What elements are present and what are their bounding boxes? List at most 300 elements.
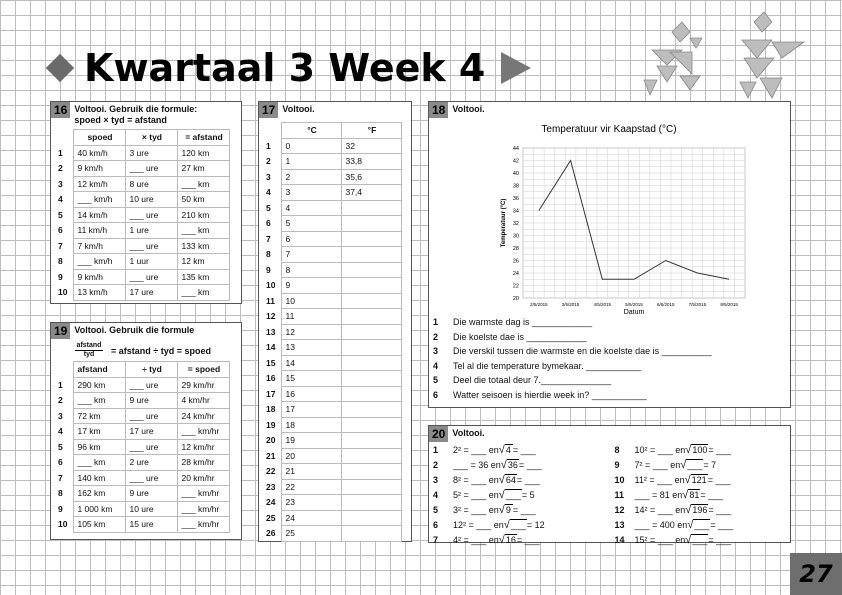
y-tick-label: 22	[512, 283, 519, 290]
celsius-cell: 9	[282, 278, 342, 294]
exercise-text: 8² = ___ en	[453, 474, 499, 485]
table-row	[55, 269, 230, 285]
square-root	[501, 459, 519, 470]
row-number: 22	[266, 466, 276, 476]
row-number: 8	[266, 249, 271, 259]
square-root	[685, 474, 708, 485]
table-row	[55, 455, 230, 471]
table-cell: ___ km	[178, 176, 230, 192]
table-cell: 7 km/h	[74, 238, 126, 254]
square-root	[499, 444, 513, 455]
exercise-item	[615, 502, 787, 517]
question-17-panel	[258, 101, 412, 542]
square-root	[504, 519, 527, 530]
root-symbol-icon: √	[682, 489, 689, 501]
celsius-cell: 1	[282, 154, 342, 170]
row-number: 4	[58, 194, 63, 204]
table-row	[263, 247, 402, 263]
exercise-number: 5	[433, 504, 439, 515]
celsius-cell: 5	[282, 216, 342, 232]
celsius-cell: 6	[282, 231, 342, 247]
table-cell: 9 ure	[126, 486, 178, 502]
y-tick-label: 20	[512, 296, 519, 302]
exercise-item	[615, 532, 787, 547]
instruction-text: Voltooi.	[452, 104, 485, 114]
row-number: 4	[266, 187, 271, 197]
exercise-text: 14² = ___ en	[634, 504, 686, 515]
exercise-item	[433, 472, 605, 487]
page-header	[50, 42, 531, 94]
formula-text: spoed × tyd = afstand	[74, 115, 167, 125]
table-cell: 24 km/hr	[178, 408, 230, 424]
question-text: Watter seisoen is hierdie week in? ___________	[453, 389, 647, 400]
exercise-number: 9	[614, 459, 620, 470]
table-row	[263, 495, 402, 511]
table-cell: 40 km/h	[74, 145, 126, 161]
table-row	[263, 417, 402, 433]
exercise-text: = ___	[708, 444, 732, 455]
temperature-line-chart	[459, 116, 759, 321]
question-number: 20	[429, 426, 448, 442]
row-number: 9	[58, 271, 63, 282]
exercise-text: 7² = ___ en	[634, 459, 681, 470]
square-root	[685, 504, 708, 515]
square-root	[499, 489, 522, 500]
radicand: 100	[692, 445, 708, 455]
exercise-text: ___ = 400 en	[634, 519, 688, 530]
table-row	[263, 433, 402, 449]
celsius-cell: 16	[282, 386, 342, 402]
question-number: 5	[433, 375, 439, 386]
radicand: 9	[505, 505, 511, 515]
celsius-cell: 22	[282, 479, 342, 495]
exercise-number: 11	[614, 489, 625, 500]
question-item	[433, 330, 783, 345]
exercise-text: 4² = ___ en	[453, 534, 499, 545]
question-text: Tel al die temperature bymekaar. ___________	[453, 360, 642, 371]
exercise-text: = ___	[512, 444, 536, 455]
table-row	[263, 231, 402, 247]
table-cell: ___ ure	[126, 470, 178, 486]
square-root	[499, 504, 513, 515]
celsius-cell: 7	[282, 247, 342, 263]
fahrenheit-cell: 37,4	[342, 185, 402, 201]
question-number: 17	[259, 102, 278, 118]
radicand: 121	[691, 475, 707, 485]
exercise-text: = ___	[516, 474, 540, 485]
exercise-number: 2	[433, 459, 439, 470]
triangle-arrow-icon	[501, 52, 531, 84]
exercise-item	[615, 472, 787, 487]
x-tick-label: 5/5/2015	[625, 302, 643, 307]
x-tick-label: 8/5/2015	[720, 302, 738, 307]
radicand: ___	[505, 490, 521, 500]
celsius-cell: 12	[282, 324, 342, 340]
table-row	[263, 340, 402, 356]
table-cell: ___ ure	[126, 377, 178, 393]
fahrenheit-cell	[342, 433, 402, 449]
radicand: 16	[505, 535, 516, 545]
exercise-item	[615, 442, 787, 457]
table-cell: 12 km/hr	[178, 439, 230, 455]
table-row	[263, 262, 402, 278]
table-cell: 14 km/h	[74, 207, 126, 223]
exercise-text: ___ = 81 en	[634, 489, 683, 500]
table-cell: ___ km	[74, 455, 126, 471]
temperature-table	[263, 122, 402, 542]
question-number: 2	[433, 331, 439, 342]
celsius-cell: 4	[282, 200, 342, 216]
row-number: 3	[266, 171, 271, 182]
table-cell: 133 km	[178, 238, 230, 254]
column-header: °C	[282, 123, 342, 139]
fahrenheit-cell	[342, 278, 402, 294]
table-cell: 28 km/hr	[178, 455, 230, 471]
y-tick-label: 36	[512, 196, 519, 202]
page-title: Kwartaal 3 Week 4	[84, 46, 486, 90]
instruction-text: Voltooi. Gebruik die formule	[74, 325, 195, 335]
fahrenheit-cell	[342, 293, 402, 309]
table-cell: 72 km	[74, 408, 126, 424]
y-tick-label: 30	[512, 233, 519, 240]
square-root	[499, 534, 517, 545]
row-number: 23	[266, 481, 276, 492]
question-item	[433, 373, 783, 388]
exercise-item	[433, 517, 605, 532]
root-symbol-icon: √	[498, 504, 505, 516]
instruction-text: Voltooi.	[282, 104, 315, 114]
celsius-cell: 2	[282, 169, 342, 185]
table-cell: 12 km	[178, 254, 230, 270]
table-cell: 3 ure	[126, 145, 178, 161]
celsius-cell: 10	[282, 293, 342, 309]
table-cell: 15 ure	[126, 517, 178, 533]
question-number: 4	[433, 360, 439, 371]
question-number: 19	[51, 323, 70, 339]
table-row	[263, 526, 402, 542]
row-number: 1	[58, 379, 63, 390]
exercise-text: = 5	[521, 489, 535, 500]
y-tick-label: 38	[512, 183, 519, 190]
exercise-number: 7	[433, 534, 439, 545]
table-cell: ___ km	[178, 285, 230, 301]
table-row	[263, 448, 402, 464]
celsius-cell: 3	[282, 185, 342, 201]
exercise-text: ___ = 36 en	[453, 459, 501, 470]
exercise-text: 5² = ___ en	[453, 489, 499, 500]
table-cell: 1 ure	[126, 223, 178, 239]
row-number: 8	[58, 256, 63, 266]
root-symbol-icon: √	[685, 444, 692, 456]
question-18-panel	[428, 101, 791, 408]
row-number: 2	[58, 395, 63, 405]
fahrenheit-cell	[342, 355, 402, 371]
row-number: 26	[266, 528, 276, 538]
row-number: 1	[266, 140, 271, 151]
fahrenheit-cell	[342, 417, 402, 433]
exercise-text: = ___	[512, 504, 536, 515]
speed-table	[55, 129, 230, 301]
column-header: afstand	[74, 362, 126, 378]
exercise-text: 10² = ___ en	[634, 444, 686, 455]
table-cell: ___ km/h	[74, 192, 126, 208]
y-tick-label: 42	[512, 158, 519, 165]
question-list	[433, 315, 783, 402]
y-axis-label: Temperatuur (°C)	[501, 198, 507, 248]
fahrenheit-cell	[342, 216, 402, 232]
table-cell: 10 ure	[126, 192, 178, 208]
table-cell: 50 km	[178, 192, 230, 208]
celsius-cell: 20	[282, 448, 342, 464]
celsius-cell: 11	[282, 309, 342, 325]
table-row	[263, 200, 402, 216]
y-tick-label: 40	[512, 171, 519, 177]
exercise-number: 8	[614, 444, 620, 455]
instruction-text: Voltooi. Gebruik die formule:	[74, 104, 198, 114]
square-root	[685, 444, 708, 455]
table-cell: 11 km/h	[74, 223, 126, 239]
root-symbol-icon: √	[503, 519, 510, 531]
row-number: 7	[58, 472, 63, 483]
table-row	[55, 517, 230, 533]
celsius-cell: 14	[282, 355, 342, 371]
table-row	[263, 402, 402, 418]
root-symbol-icon: √	[498, 444, 505, 456]
celsius-cell: 15	[282, 371, 342, 387]
column-header: spoed	[74, 130, 126, 146]
question-16-panel	[50, 101, 242, 304]
root-symbol-icon: √	[500, 459, 507, 471]
exercise-text: = ___	[710, 519, 734, 530]
chart-title: Temperatuur vir Kaapstad (°C)	[541, 124, 677, 135]
radicand: 36	[507, 460, 518, 470]
fahrenheit-cell: 32	[342, 138, 402, 154]
row-number: 3	[58, 410, 63, 421]
row-number: 18	[266, 404, 276, 414]
question-number: 6	[433, 389, 439, 400]
celsius-cell: 8	[282, 262, 342, 278]
table-cell: ___ km	[74, 393, 126, 409]
row-number: 9	[58, 503, 63, 514]
exercise-text: = ___	[516, 534, 540, 545]
question-19-panel	[50, 322, 242, 540]
row-number: 8	[58, 488, 63, 498]
x-tick-label: 6/5/2015	[656, 302, 675, 307]
row-number: 7	[266, 233, 271, 244]
question-item	[433, 388, 783, 403]
table-row	[263, 479, 402, 495]
table-cell: 20 km/hr	[178, 470, 230, 486]
question-item	[433, 315, 783, 330]
table-row	[55, 285, 230, 301]
fahrenheit-cell	[342, 309, 402, 325]
row-number: 16	[266, 373, 276, 383]
table-cell: 13 km/h	[74, 285, 126, 301]
table-row	[55, 439, 230, 455]
y-tick-label: 44	[512, 146, 519, 152]
fahrenheit-cell	[342, 340, 402, 356]
table-row	[55, 161, 230, 177]
table-row	[263, 138, 402, 154]
square-root	[687, 519, 710, 530]
column-header: °F	[342, 123, 402, 139]
radicand: 81	[689, 490, 700, 500]
root-symbol-icon: √	[685, 504, 692, 516]
square-root	[499, 474, 517, 485]
fraction-numerator: afstand	[76, 342, 102, 349]
table-cell: ___ ure	[126, 269, 178, 285]
distance-table	[55, 361, 230, 533]
exercise-text: = 7	[703, 459, 717, 470]
formula	[75, 342, 241, 359]
fahrenheit-cell	[342, 402, 402, 418]
row-number: 17	[266, 388, 276, 399]
row-number: 10	[58, 519, 68, 529]
table-cell: ___ km/hr	[178, 501, 230, 517]
table-cell: ___ km/hr	[178, 486, 230, 502]
table-cell: 10 ure	[126, 501, 178, 517]
x-tick-label: 3/5/2015	[561, 302, 580, 307]
fahrenheit-cell	[342, 479, 402, 495]
exercise-item	[615, 487, 787, 502]
table-row	[263, 386, 402, 402]
question-number: 1	[433, 317, 439, 328]
row-number: 19	[266, 419, 276, 430]
table-row	[263, 309, 402, 325]
fahrenheit-cell	[342, 495, 402, 511]
exercise-text: 11² = ___ en	[634, 474, 685, 485]
row-number: 12	[266, 311, 276, 321]
table-cell: ___ ure	[126, 161, 178, 177]
row-number: 25	[266, 512, 276, 523]
fahrenheit-cell	[342, 247, 402, 263]
question-item	[433, 359, 783, 374]
root-symbol-icon: √	[498, 534, 505, 546]
table-row	[55, 223, 230, 239]
table-cell: 12 km/h	[74, 176, 126, 192]
root-symbol-icon: √	[498, 489, 505, 501]
y-tick-label: 24	[512, 271, 519, 277]
celsius-cell: 0	[282, 138, 342, 154]
column-header: × tyd	[126, 130, 178, 146]
row-number: 7	[58, 240, 63, 251]
row-number: 10	[266, 280, 276, 290]
table-row	[263, 371, 402, 387]
table-row	[263, 324, 402, 340]
fraction-denominator: tyd	[75, 350, 103, 359]
table-row	[263, 278, 402, 294]
table-cell: ___ km/h	[74, 254, 126, 270]
exercise-number: 4	[433, 489, 439, 500]
exercise-text: 3² = ___ en	[453, 504, 499, 515]
y-tick-label: 34	[512, 208, 519, 215]
diamond-icon	[46, 54, 74, 82]
table-row	[55, 145, 230, 161]
table-cell: 120 km	[178, 145, 230, 161]
row-number: 6	[266, 218, 271, 228]
row-number: 5	[58, 209, 63, 220]
square-root	[680, 459, 703, 470]
root-symbol-icon: √	[684, 474, 691, 486]
table-cell: 1 uur	[126, 254, 178, 270]
exercise-number: 13	[614, 519, 625, 530]
table-cell: 9 km/h	[74, 269, 126, 285]
table-cell: 210 km	[178, 207, 230, 223]
exercise-number: 14	[614, 534, 625, 545]
radicand: 4	[505, 445, 511, 455]
table-cell: 96 km	[74, 439, 126, 455]
column-header: = afstand	[178, 130, 230, 146]
question-text: Die koelste dae is ____________	[453, 331, 587, 342]
fahrenheit-cell	[342, 510, 402, 526]
square-root	[685, 534, 708, 545]
radicand: ___	[510, 520, 526, 530]
exercise-text: = 12	[526, 519, 545, 530]
exercise-item	[433, 487, 605, 502]
row-number: 3	[58, 178, 63, 189]
table-cell: 105 km	[74, 517, 126, 533]
fahrenheit-cell	[342, 464, 402, 480]
celsius-cell: 17	[282, 402, 342, 418]
table-row	[263, 464, 402, 480]
table-cell: 17 ure	[126, 285, 178, 301]
table-cell: 162 km	[74, 486, 126, 502]
radicand: ___	[694, 520, 710, 530]
formula-text: = afstand ÷ tyd = spoed	[111, 345, 211, 356]
x-tick-label: 4/5/2015	[593, 302, 612, 307]
celsius-cell: 23	[282, 495, 342, 511]
table-cell: ___ km/hr	[178, 424, 230, 440]
celsius-cell: 13	[282, 340, 342, 356]
row-number: 9	[266, 264, 271, 275]
row-number: 21	[266, 450, 276, 461]
square-root	[682, 489, 700, 500]
table-row	[263, 185, 402, 201]
table-cell: 27 km	[178, 161, 230, 177]
exercise-number: 1	[433, 444, 439, 455]
table-row	[55, 424, 230, 440]
fahrenheit-cell	[342, 526, 402, 542]
row-number: 14	[266, 342, 276, 352]
exercise-number: 10	[614, 474, 625, 485]
table-cell: 29 km/hr	[178, 377, 230, 393]
table-row	[263, 169, 402, 185]
table-cell: 17 ure	[126, 424, 178, 440]
table-row	[263, 216, 402, 232]
table-row	[55, 238, 230, 254]
root-symbol-icon: √	[685, 534, 692, 546]
exercise-text: 15² = ___ en	[634, 534, 686, 545]
table-row	[55, 501, 230, 517]
instruction-text: Voltooi.	[452, 428, 485, 438]
page-number: 27	[790, 553, 842, 595]
question-number: 3	[433, 346, 439, 357]
exercise-text: = ___	[708, 534, 732, 545]
table-cell: 17 km	[74, 424, 126, 440]
exercise-number: 3	[433, 474, 439, 485]
table-cell: 9 ure	[126, 393, 178, 409]
question-text: Deel die totaal deur 7.______________	[453, 375, 612, 386]
row-number: 4	[58, 426, 63, 436]
exercise-number: 12	[614, 504, 625, 515]
table-row	[263, 510, 402, 526]
fahrenheit-cell	[342, 386, 402, 402]
table-cell: 290 km	[74, 377, 126, 393]
fahrenheit-cell: 35,6	[342, 169, 402, 185]
exercise-text: = ___	[518, 459, 542, 470]
table-cell: 9 km/h	[74, 161, 126, 177]
celsius-cell: 21	[282, 464, 342, 480]
